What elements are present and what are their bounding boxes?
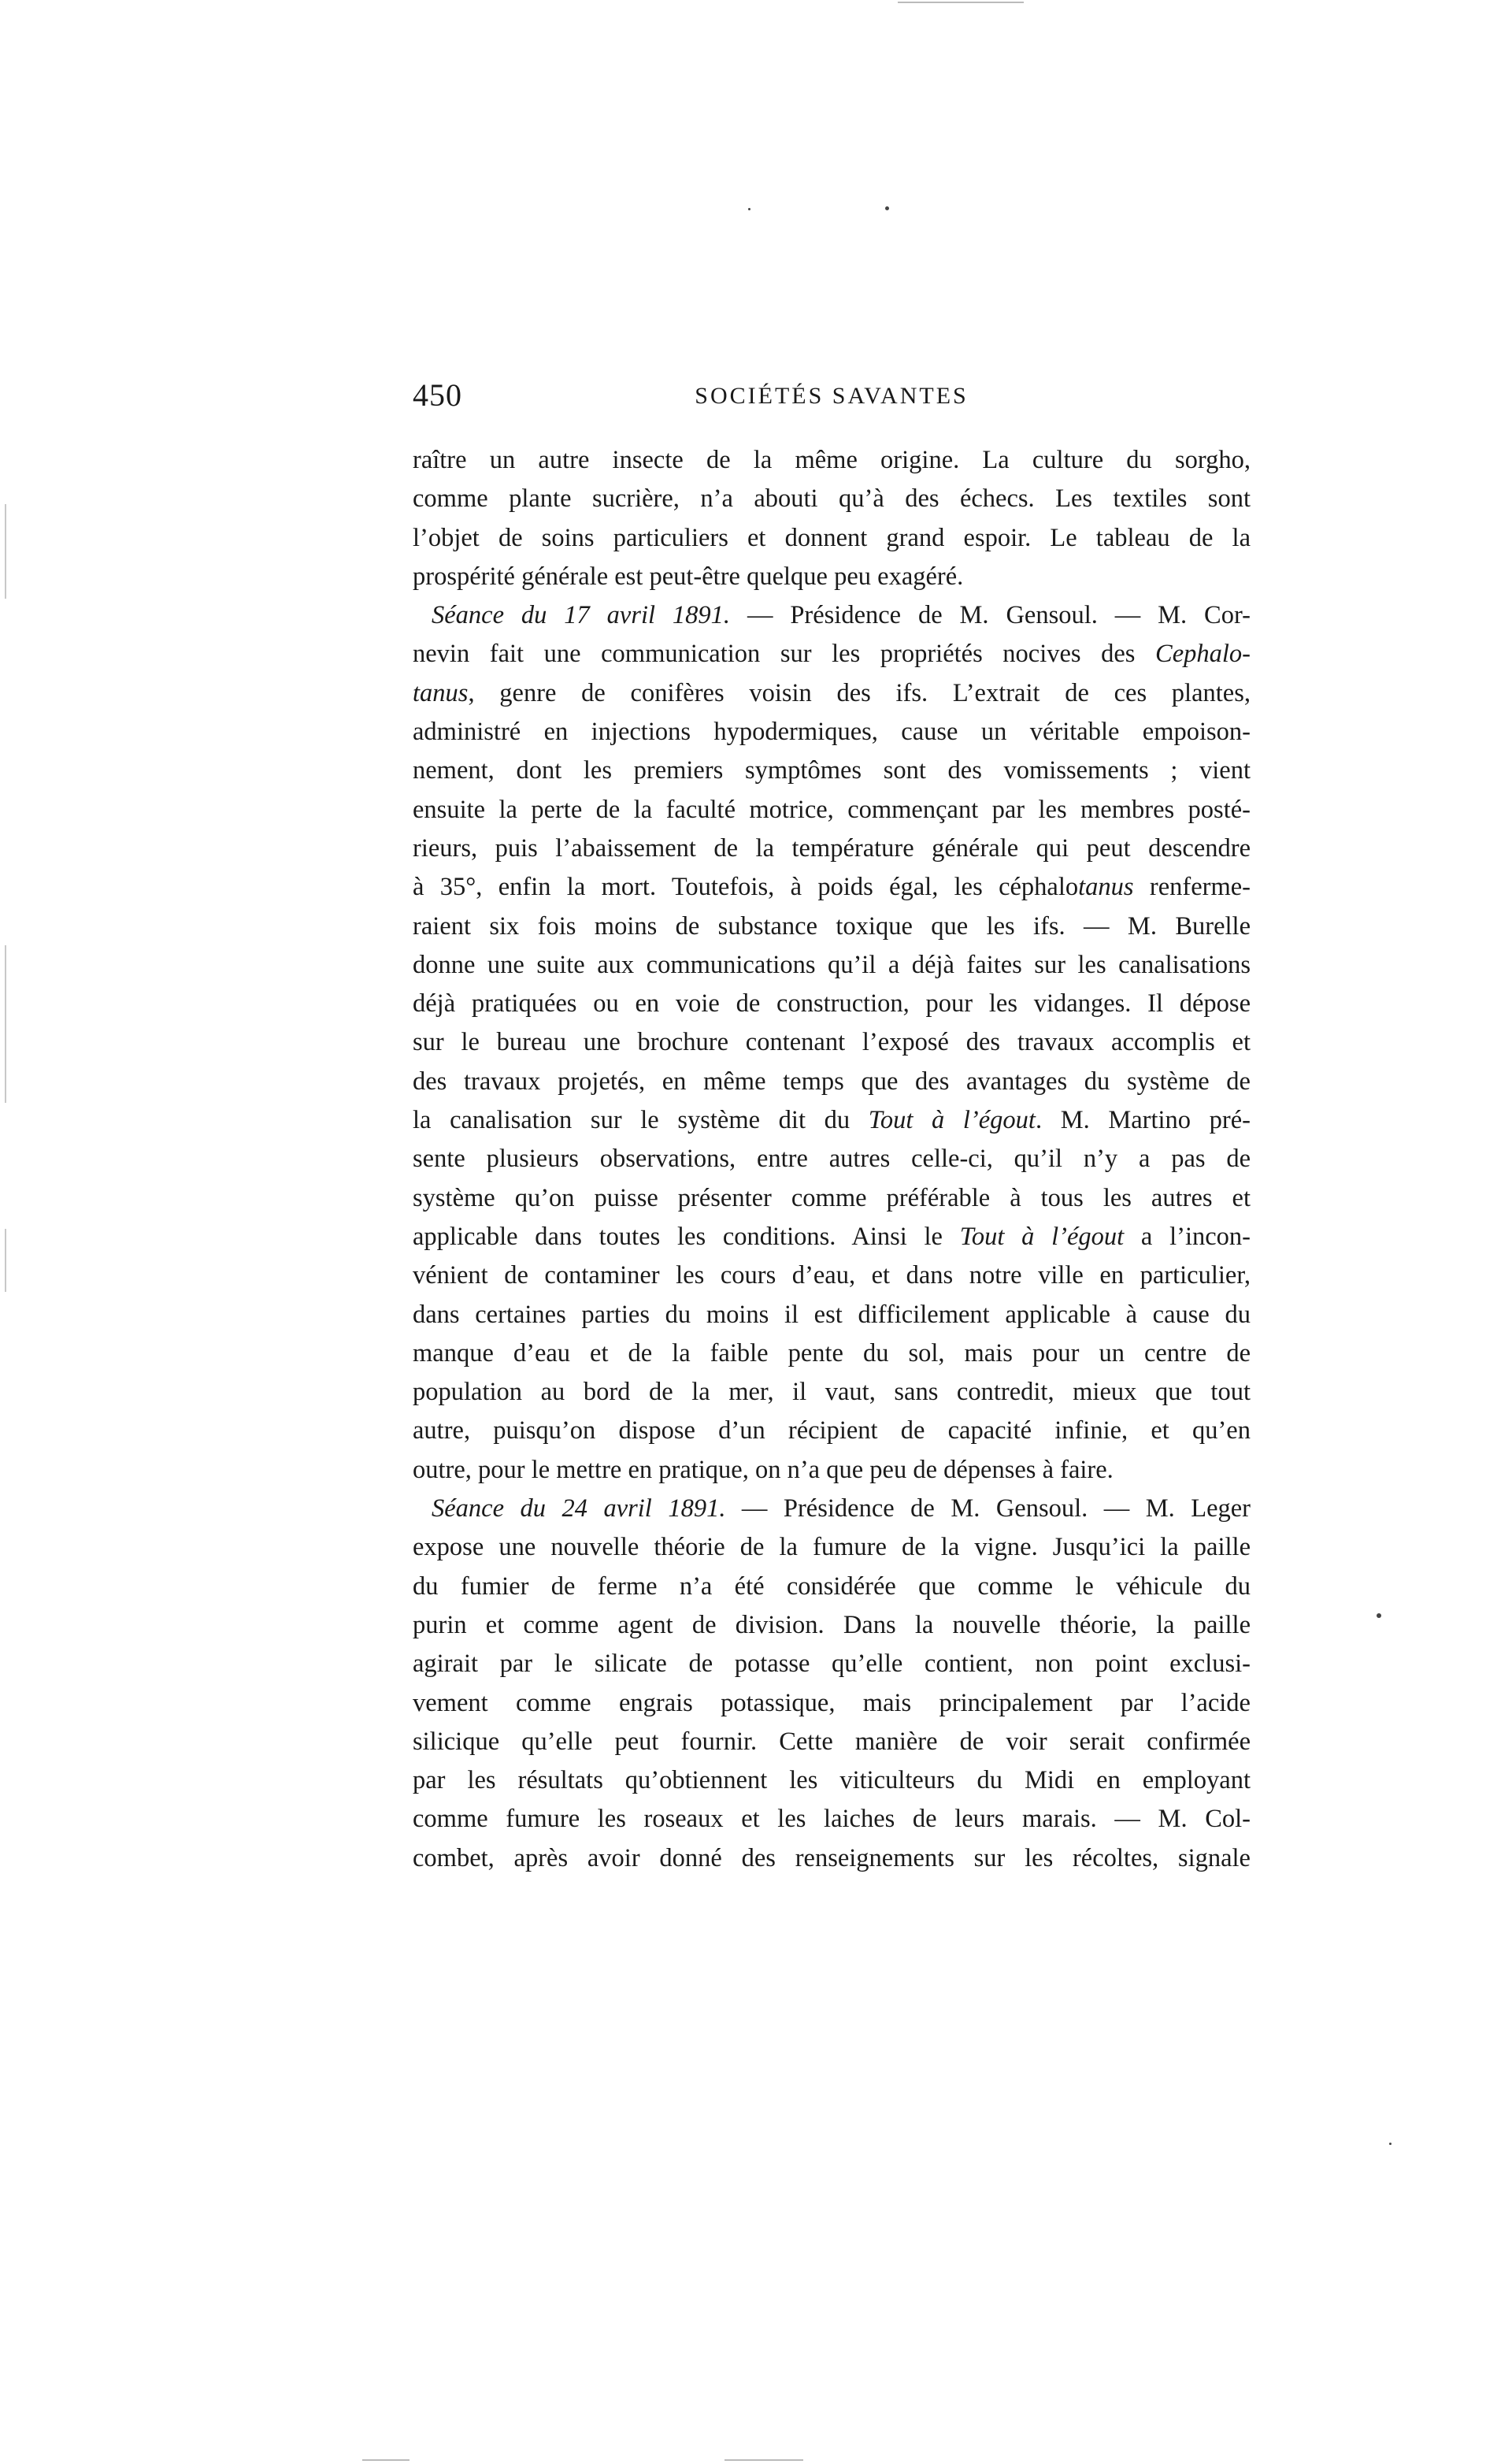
text-line: Séance du 17 avril 1891. — Présidence de M. Gensoul. — M. Cor-: [432, 601, 1251, 630]
text-line: ensuite la perte de la faculté motrice, commençant par les membres posté-: [413, 795, 1251, 824]
text-line: vénient de contaminer les cours d’eau, et dans notre ville en particulier,: [413, 1261, 1251, 1290]
text-line: raient six fois moins de substance toxique que les ifs. — M. Burelle: [413, 911, 1251, 941]
scan-edge-line: [5, 504, 6, 599]
page-number: 450: [413, 377, 462, 413]
text-line: sur le bureau une brochure contenant l’exposé des travaux accomplis et: [413, 1028, 1251, 1057]
scan-edge-line: [5, 1229, 6, 1292]
text-line: système qu’on puisse présenter comme préférable à tous les autres et: [413, 1183, 1251, 1212]
text-line: rieurs, puis l’abaissement de la température générale qui peut descendre: [413, 833, 1251, 863]
scan-edge-dash: [362, 2459, 410, 2461]
text-line: autre, puisqu’on dispose d’un récipient de capacité infinie, et qu’en: [413, 1416, 1251, 1445]
text-line: silicique qu’elle peut fournir. Cette manière de voir serait confirmée: [413, 1727, 1251, 1756]
scan-edge-line: [5, 945, 6, 1103]
text-line: purin et comme agent de division. Dans la nouvelle théorie, la paille: [413, 1610, 1251, 1639]
text-line: agirait par le silicate de potasse qu’elle contient, non point exclusi-: [413, 1649, 1251, 1679]
text-line: manque d’eau et de la faible pente du sol, mais pour un centre de: [413, 1338, 1251, 1367]
text-line: du fumier de ferme n’a été considérée que comme le véhicule du: [413, 1572, 1251, 1601]
text-line: à 35°, enfin la mort. Toutefois, à poids égal, les céphalotanus renferme-: [413, 873, 1251, 902]
text-line: applicable dans toutes les conditions. Ainsi le Tout à l’égout a l’incon-: [413, 1222, 1251, 1251]
text-line: comme plante sucrière, n’a abouti qu’à des échecs. Les textiles sont: [413, 484, 1251, 514]
text-line: combet, après avoir donné des renseignements sur les récoltes, signale: [413, 1843, 1251, 1872]
text-line: tanus, genre de conifères voisin des ifs. L’extrait de ces plantes,: [413, 678, 1251, 707]
scan-speck: [748, 208, 750, 210]
text-line: comme fumure les roseaux et les laiches de leurs marais. — M. Col-: [413, 1805, 1251, 1834]
text-line: dans certaines parties du moins il est difficilement applicable à cause du: [413, 1300, 1251, 1329]
text-line: nevin fait une communication sur les propriétés nocives des Cephalo-: [413, 640, 1251, 669]
text-line: administré en injections hypodermiques, cause un véritable empoison-: [413, 718, 1251, 747]
text-line: prospérité générale est peut-être quelque peu exagéré.: [413, 562, 964, 591]
text-line: donne une suite aux communications qu’il a déjà faites sur les canalisations: [413, 950, 1251, 979]
scan-edge-dash: [724, 2459, 803, 2461]
text-line: des travaux projetés, en même temps que des avantages du système de: [413, 1067, 1251, 1096]
text-line: la canalisation sur le système dit du Tout à l’égout. M. Martino pré-: [413, 1106, 1251, 1135]
text-line: déjà pratiquées ou en voie de construction, pour les vidanges. Il dépose: [413, 989, 1251, 1019]
scan-edge-dash: [898, 2, 1024, 3]
text-line: outre, pour le mettre en pratique, on n’a que peu de dépenses à faire.: [413, 1455, 1114, 1484]
scan-speck: [885, 206, 889, 210]
text-line: vement comme engrais potassique, mais principalement par l’acide: [413, 1688, 1251, 1717]
text-line: nement, dont les premiers symptômes sont des vomissements ; vient: [413, 756, 1251, 785]
text-line: population au bord de la mer, il vaut, sans contredit, mieux que tout: [413, 1378, 1251, 1407]
text-line: raître un autre insecte de la même origine. La culture du sorgho,: [413, 446, 1251, 474]
text-line: par les résultats qu’obtiennent les viticulteurs du Midi en employant: [413, 1766, 1251, 1795]
text-line: l’objet de soins particuliers et donnent grand espoir. Le tableau de la: [413, 523, 1251, 552]
text-line: expose une nouvelle théorie de la fumure de la vigne. Jusqu’ici la paille: [413, 1533, 1251, 1562]
running-title: SOCIÉTÉS SAVANTES: [695, 383, 969, 409]
text-line: sente plusieurs observations, entre autres celle-ci, qu’il n’y a pas de: [413, 1145, 1251, 1174]
scan-speck: [1377, 1613, 1381, 1618]
scan-speck: [1389, 2143, 1392, 2145]
body-text: [413, 441, 1251, 1878]
page-header: [413, 377, 1251, 424]
text-line: Séance du 24 avril 1891. — Présidence de M. Gensoul. — M. Leger: [432, 1494, 1251, 1523]
